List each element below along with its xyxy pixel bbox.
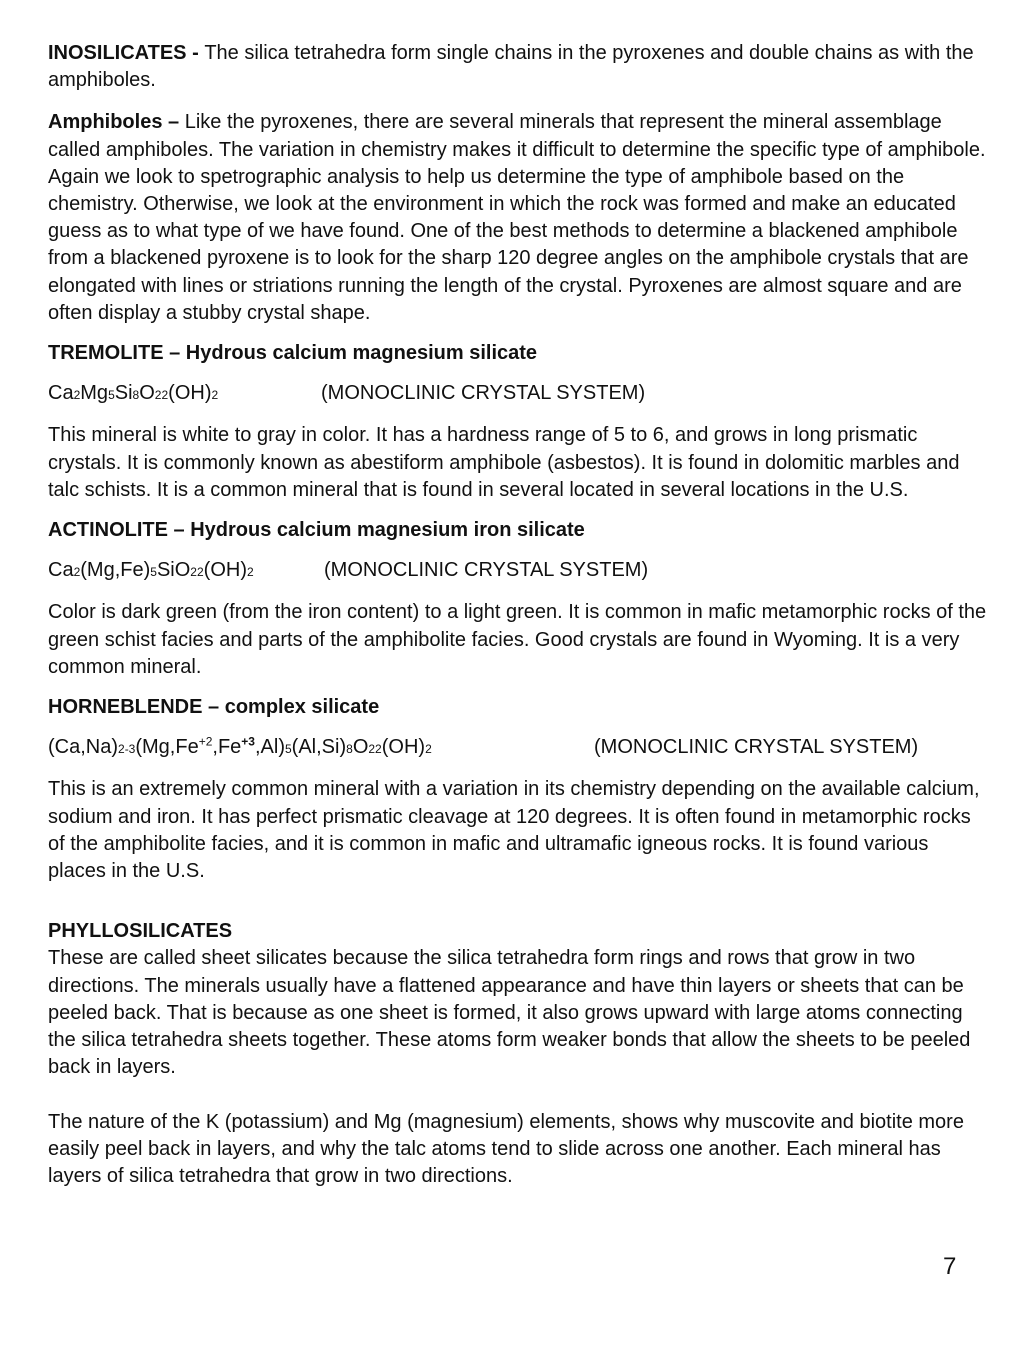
actinolite-text: Color is dark green (from the iron content) to a light green. It is common in mafic metamorphic rocks of the green schist facies and parts of the amphibolite facies. Good crystals are found in Wyoming. It is a very common mineral. — [48, 601, 987, 678]
amphiboles-text: Like the pyroxenes, there are several minerals that represent the mineral assemblage called amphiboles. The variation in chemistry makes it difficult to determine the specific type of amphibole. Again we look to spetrographic analysis to help us determine the type of amphibole based on the chemistry. Otherwise, we look at the environment in which the rock was formed and make an educated guess as to what type of we have found. One of the best methods to determine a blackened amphibole from a blackened pyroxene is to look for the sharp 120 degree angles on the amphibole crystals that are elongated with lines or striations running the length of the crystal. Pyroxenes are almost square and are often display a stubby crystal shape. — [48, 111, 986, 324]
actinolite-formula: Ca2(Mg,Fe)5SiO22(OH)2 — [48, 559, 254, 582]
inosilicates-text: The silica tetrahedra form single chains in the pyroxenes and double chains as with the amphiboles. — [48, 42, 974, 92]
horneblende-text: This is an extremely common mineral with a variation in its chemistry depending on the available calcium, sodium and iron. It has perfect prismatic cleavage at 120 degrees. It is often found in metamorphic rocks of the amphibolite facies, and it is common in mafic and ultramafic igneous rocks. It is found various places in the U.S. — [48, 778, 980, 883]
phyllosilicates-text-2: The nature of the K (potassium) and Mg (magnesium) elements, shows why muscovite and biotite more easily peel back in layers, and why the talc atoms tend to slide across one another. Each mineral has layers of silica tetrahedra that grow in two directions. — [48, 1110, 964, 1187]
amphiboles-paragraph — [48, 109, 988, 327]
tremolite-crystal-system: (MONOCLINIC CRYSTAL SYSTEM) — [321, 382, 646, 405]
page-number: 7 — [943, 1253, 957, 1280]
horneblende-formula-line — [48, 734, 988, 763]
tremolite-formula-line — [48, 380, 988, 409]
tremolite-text: This mineral is white to gray in color. It has a hardness range of 5 to 6, and grows in long prismatic crystals. It is commonly known as abestiform amphibole (asbestos). It is found in dolomitic marbles and talc schists. It is a common mineral that is found in several located in several locations in the U.S. — [48, 424, 960, 501]
horneblende-crystal-system: (MONOCLINIC CRYSTAL SYSTEM) — [594, 736, 919, 759]
horneblende-formula: $(Ca,Na)2-3(Mg,Fe^{+2},Fe^{+3},Al)5(Al,Si)8O22(OH)2$ — [48, 734, 432, 759]
horneblende-heading: HORNEBLENDE – complex silicate — [48, 696, 380, 719]
actinolite-crystal-system: (MONOCLINIC CRYSTAL SYSTEM) — [324, 559, 649, 582]
phyllosilicates-heading: PHYLLOSILICATES — [48, 920, 233, 943]
tremolite-heading: TREMOLITE – Hydrous calcium magnesium silicate — [48, 342, 538, 365]
actinolite-heading: ACTINOLITE – Hydrous calcium magnesium iron silicate — [48, 519, 585, 542]
tremolite-formula: Ca2Mg5Si8O22(OH)2 — [48, 382, 219, 405]
phyllosilicates-text-1: These are called sheet silicates because the silica tetrahedra form rings and rows that grow in two directions. The minerals usually have a flattened appearance and have thin layers or sheets that can be peeled back. That is because as one sheet is formed, it also grows upward with large atoms connecting the silica tetrahedra sheets together. These atoms form weaker bonds that allow the sheets to be peeled back in layers. — [48, 947, 971, 1079]
inosilicates-heading: INOSILICATES - — [48, 42, 205, 64]
inosilicates-paragraph — [48, 40, 988, 94]
document-body — [48, 40, 988, 1203]
actinolite-formula-line — [48, 557, 988, 586]
amphiboles-heading: Amphiboles – — [48, 111, 180, 134]
